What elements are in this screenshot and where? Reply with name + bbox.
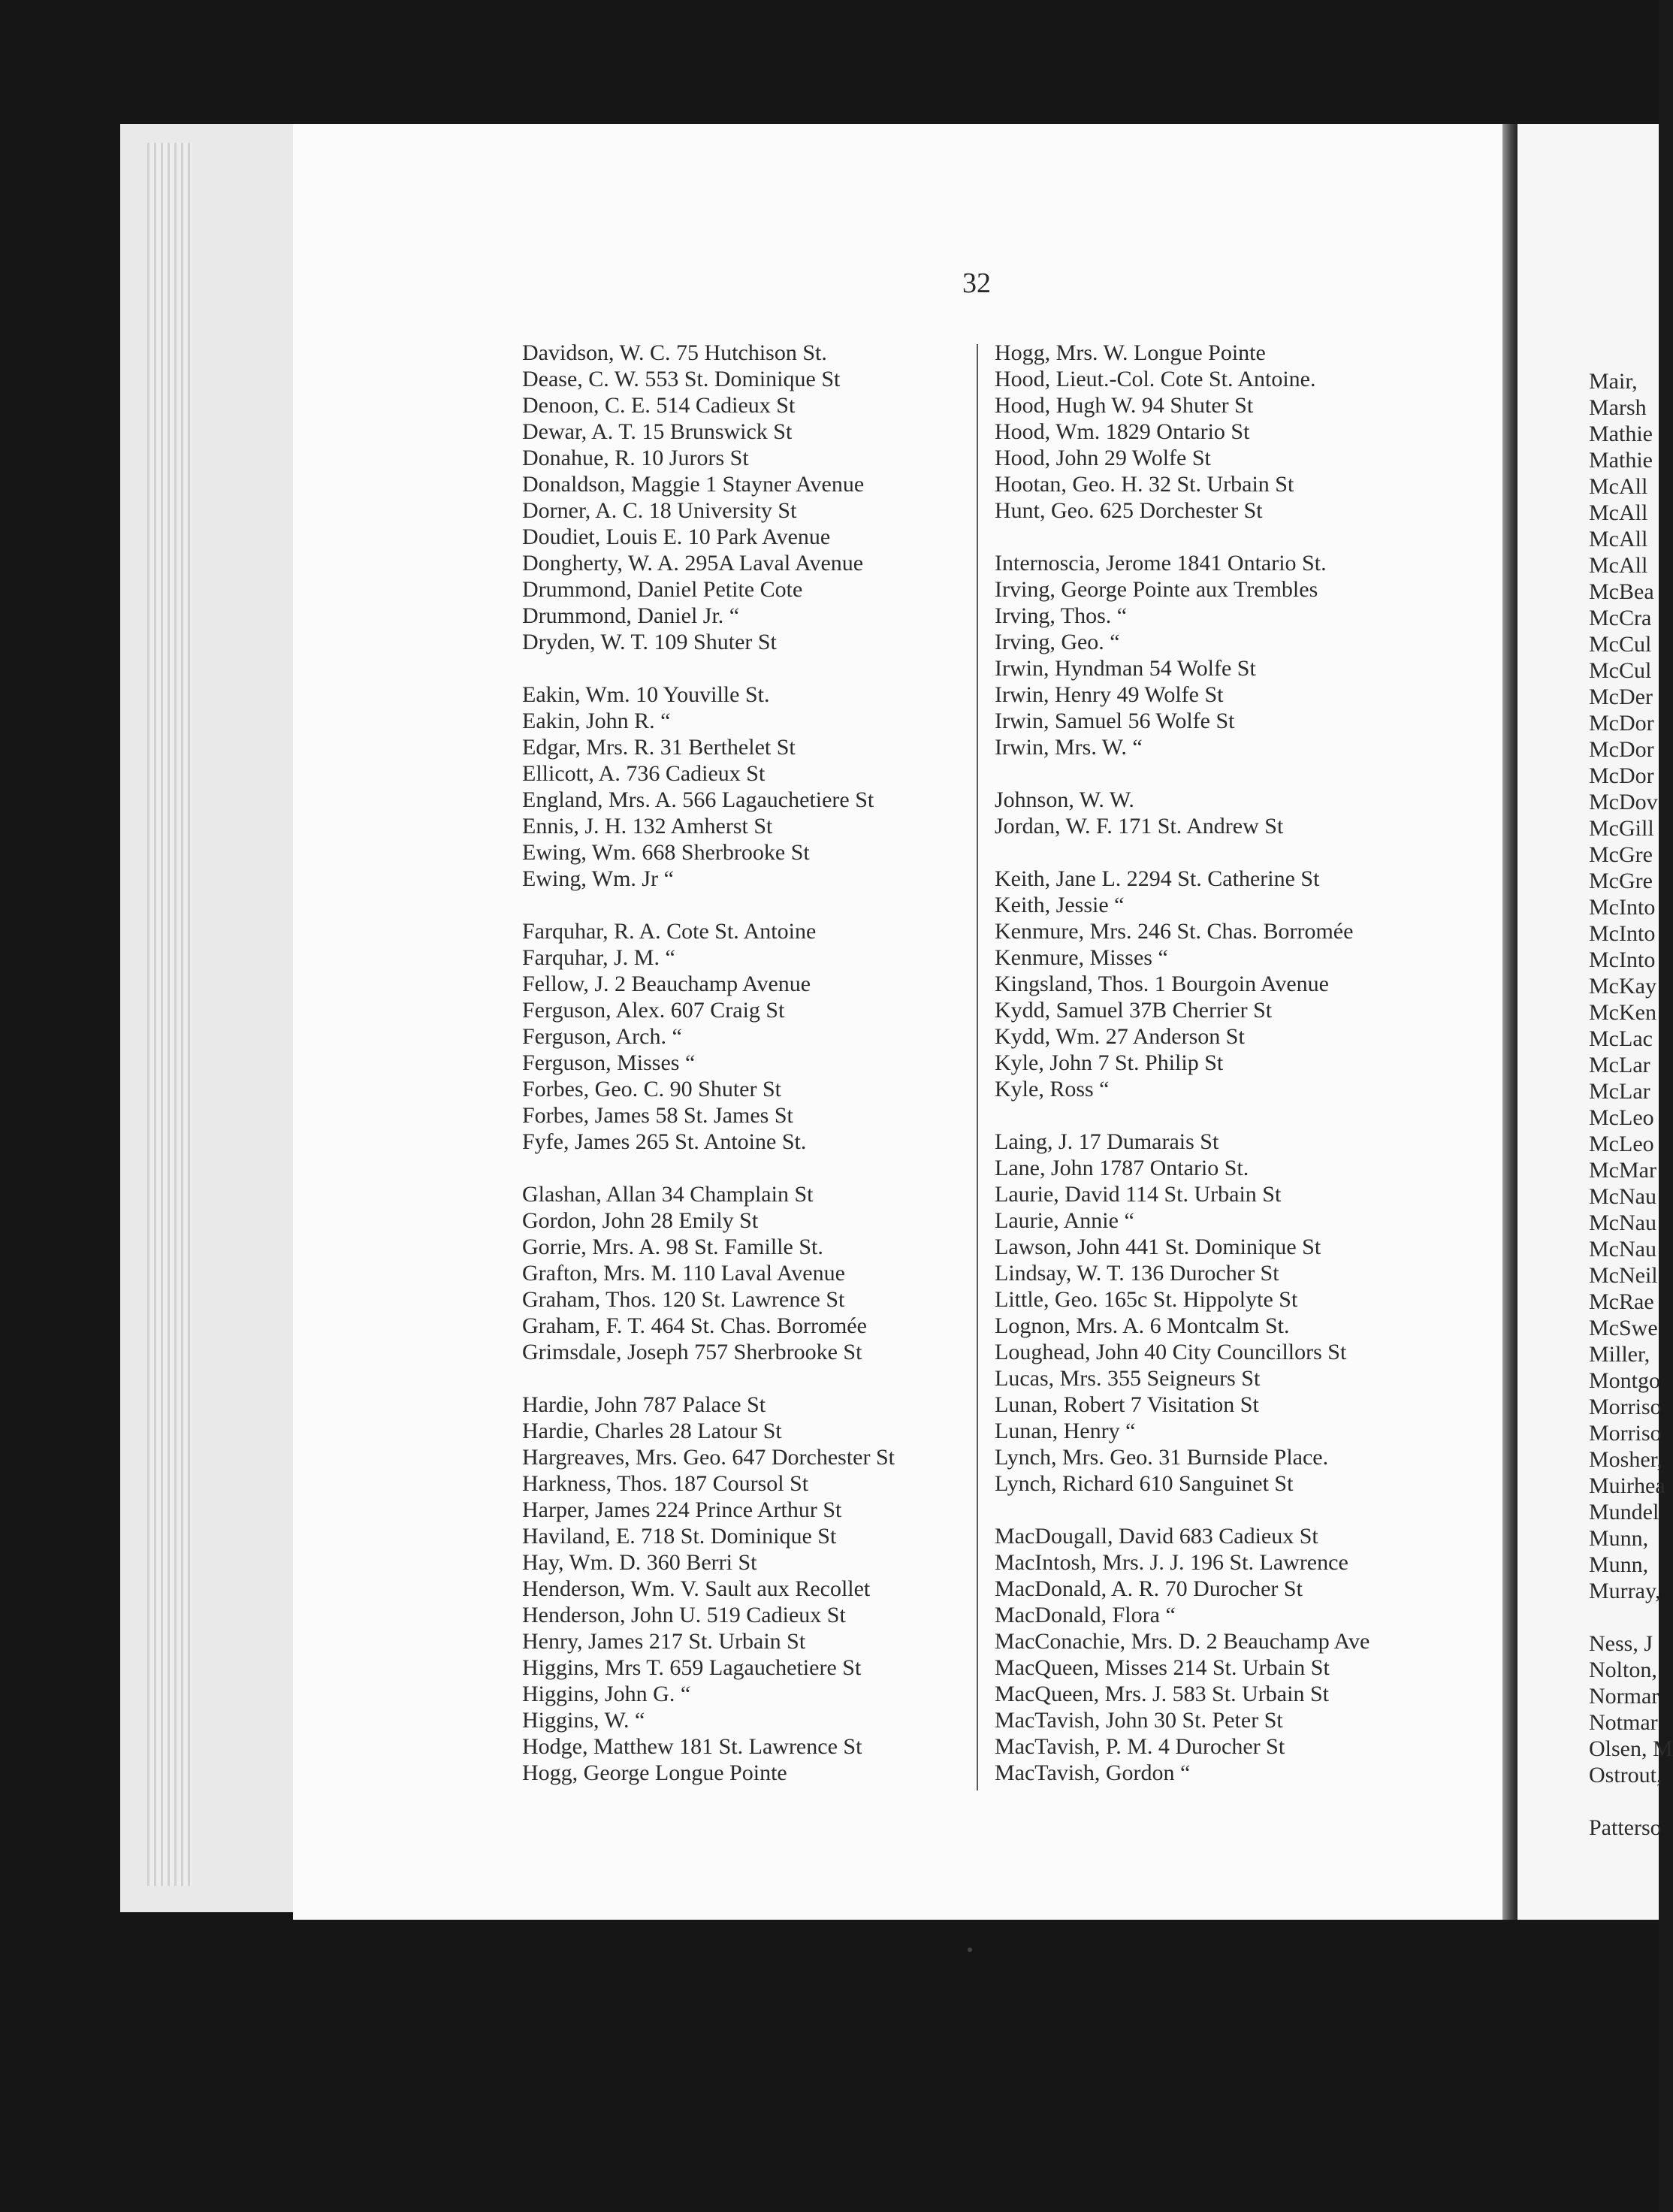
- directory-entry: Forbes, James 58 St. James St: [522, 1103, 793, 1128]
- directory-entry: Donahue, R. 10 Jurors St: [522, 446, 749, 470]
- directory-entry: Fyfe, James 265 St. Antoine St.: [522, 1129, 807, 1154]
- directory-entry: Hodge, Matthew 181 St. Lawrence St: [522, 1734, 862, 1759]
- directory-entry: Graham, F. T. 464 St. Chas. Borromée: [522, 1313, 867, 1338]
- directory-entry: Edgar, Mrs. R. 31 Berthelet St: [522, 735, 796, 760]
- directory-entry: Johnson, W. W.: [995, 787, 1134, 812]
- directory-entry: Hardie, John 787 Palace St: [522, 1392, 766, 1417]
- directory-entry: MacTavish, John 30 St. Peter St: [995, 1708, 1283, 1733]
- directory-entry: Laurie, Annie “: [995, 1208, 1134, 1233]
- directory-entry: Kydd, Samuel 37B Cherrier St: [995, 998, 1273, 1023]
- directory-entry: MacTavish, Gordon “: [995, 1760, 1191, 1785]
- directory-entry: McKen: [1589, 1000, 1656, 1025]
- directory-entry: Hogg, George Longue Pointe: [522, 1760, 787, 1785]
- directory-entry: Miller,: [1589, 1342, 1650, 1367]
- directory-entry: Hogg, Mrs. W. Longue Pointe: [995, 340, 1266, 365]
- directory-entry: Farquhar, R. A. Cote St. Antoine: [522, 919, 817, 944]
- directory-entry: MacTavish, P. M. 4 Durocher St: [995, 1734, 1285, 1759]
- directory-entry: MacQueen, Mrs. J. 583 St. Urbain St: [995, 1682, 1329, 1706]
- directory-entry: Murray,: [1589, 1579, 1661, 1603]
- directory-entry: Munn,: [1589, 1552, 1649, 1577]
- book-gutter: [1502, 124, 1517, 1920]
- directory-entry: England, Mrs. A. 566 Lagauchetiere St: [522, 787, 874, 812]
- directory-entry: McInto: [1589, 947, 1656, 972]
- directory-entry: Haviland, E. 718 St. Dominique St: [522, 1524, 837, 1549]
- directory-entry: Henry, James 217 St. Urbain St: [522, 1629, 806, 1654]
- directory-entry: McCul: [1589, 658, 1652, 683]
- directory-entry: Henderson, Wm. V. Sault aux Recollet: [522, 1576, 871, 1601]
- directory-entry: Drummond, Daniel Petite Cote: [522, 577, 803, 602]
- page-number: 32: [962, 267, 991, 299]
- directory-entry: McDor: [1589, 763, 1654, 788]
- directory-entry: Laing, J. 17 Dumarais St: [995, 1129, 1219, 1154]
- directory-entry: McAll: [1589, 500, 1648, 525]
- directory-entry: Loughead, John 40 City Councillors St: [995, 1340, 1347, 1364]
- directory-entry: Eakin, Wm. 10 Youville St.: [522, 682, 770, 707]
- directory-entry: MacIntosh, Mrs. J. J. 196 St. Lawrence: [995, 1550, 1348, 1575]
- directory-entry: Harkness, Thos. 187 Coursol St: [522, 1471, 809, 1496]
- directory-entry: McCra: [1589, 606, 1652, 630]
- directory-entry: McNau: [1589, 1210, 1656, 1235]
- directory-entry: Dorner, A. C. 18 University St: [522, 498, 797, 523]
- directory-column-1: [522, 340, 895, 1786]
- directory-entry: Harper, James 224 Prince Arthur St: [522, 1497, 842, 1522]
- directory-entry: MacDougall, David 683 Cadieux St: [995, 1524, 1318, 1549]
- directory-entry: Henderson, John U. 519 Cadieux St: [522, 1603, 846, 1627]
- directory-entry: Keith, Jessie “: [995, 893, 1125, 917]
- directory-entry: Hood, Wm. 1829 Ontario St: [995, 419, 1250, 444]
- directory-entry: Dryden, W. T. 109 Shuter St: [522, 630, 777, 654]
- directory-entry: Keith, Jane L. 2294 St. Catherine St: [995, 866, 1320, 891]
- directory-entry: Laurie, David 114 St. Urbain St: [995, 1182, 1282, 1207]
- directory-entry: Hargreaves, Mrs. Geo. 647 Dorchester St: [522, 1445, 895, 1470]
- directory-entry: Montgo: [1589, 1368, 1661, 1393]
- directory-entry: Mair,: [1589, 369, 1638, 394]
- directory-entry: McBea: [1589, 579, 1654, 604]
- directory-entry: Lynch, Richard 610 Sanguinet St: [995, 1471, 1294, 1496]
- directory-entry: Mathie: [1589, 448, 1653, 473]
- directory-column-2: [995, 340, 1370, 1786]
- directory-entry: McInto: [1589, 921, 1656, 946]
- directory-entry: Ness, J: [1589, 1631, 1653, 1656]
- directory-entry: Marsh: [1589, 395, 1647, 420]
- directory-entry: Glashan, Allan 34 Champlain St: [522, 1182, 814, 1207]
- directory-entry: Kyle, John 7 St. Philip St: [995, 1050, 1224, 1075]
- directory-entry: Jordan, W. F. 171 St. Andrew St: [995, 814, 1284, 839]
- directory-entry: Ferguson, Misses “: [522, 1050, 696, 1075]
- directory-entry: MacDonald, Flora “: [995, 1603, 1176, 1627]
- directory-entry: Mosher,: [1589, 1447, 1662, 1472]
- directory-entry: Kyle, Ross “: [995, 1077, 1110, 1101]
- directory-entry: Mathie: [1589, 422, 1653, 446]
- directory-entry: Irwin, Samuel 56 Wolfe St: [995, 709, 1235, 733]
- directory-entry: Mundel: [1589, 1500, 1659, 1525]
- directory-entry: Hood, Lieut.-Col. Cote St. Antoine.: [995, 367, 1316, 391]
- directory-entry: Dease, C. W. 553 St. Dominique St: [522, 367, 841, 391]
- directory-entry: Eakin, John R. “: [522, 709, 671, 733]
- directory-entry: Kingsland, Thos. 1 Bourgoin Avenue: [995, 972, 1329, 996]
- directory-entry: McAll: [1589, 527, 1648, 551]
- directory-entry: Graham, Thos. 120 St. Lawrence St: [522, 1287, 845, 1312]
- directory-entry: Irving, Geo. “: [995, 630, 1120, 654]
- directory-entry: Ferguson, Alex. 607 Craig St: [522, 998, 785, 1023]
- directory-entry: Hardie, Charles 28 Latour St: [522, 1419, 782, 1443]
- directory-entry: Hootan, Geo. H. 32 St. Urbain St: [995, 472, 1294, 497]
- directory-entry: McDer: [1589, 684, 1653, 709]
- directory-entry: Drummond, Daniel Jr. “: [522, 603, 740, 628]
- directory-entry: Normar: [1589, 1684, 1659, 1709]
- directory-entry: McLac: [1589, 1026, 1653, 1051]
- directory-entry: Little, Geo. 165c St. Hippolyte St: [995, 1287, 1298, 1312]
- entry-gap: [522, 1365, 895, 1392]
- directory-entry: McDor: [1589, 711, 1654, 736]
- directory-entry: McDor: [1589, 737, 1654, 762]
- directory-entry: McGre: [1589, 869, 1653, 893]
- directory-entry: McLar: [1589, 1079, 1650, 1104]
- directory-entry: Ewing, Wm. 668 Sherbrooke St: [522, 840, 810, 865]
- directory-entry: McGill: [1589, 816, 1654, 841]
- directory-entry: Lane, John 1787 Ontario St.: [995, 1156, 1249, 1180]
- directory-entry: Irwin, Mrs. W. “: [995, 735, 1143, 760]
- entry-gap: [522, 892, 895, 918]
- directory-entry: McLeo: [1589, 1132, 1654, 1156]
- directory-entry: Denoon, C. E. 514 Cadieux St: [522, 393, 796, 418]
- directory-entry: Lunan, Henry “: [995, 1419, 1136, 1443]
- directory-entry: McGre: [1589, 842, 1653, 867]
- directory-entry: Grimsdale, Joseph 757 Sherbrooke St: [522, 1340, 862, 1364]
- directory-entry: Olsen, M: [1589, 1736, 1673, 1761]
- directory-entry: Ferguson, Arch. “: [522, 1024, 682, 1049]
- directory-entry: Irwin, Hyndman 54 Wolfe St: [995, 656, 1256, 681]
- directory-entry: Higgins, W. “: [522, 1708, 645, 1733]
- entry-gap: [522, 655, 895, 681]
- entry-gap: [995, 1102, 1370, 1129]
- directory-entry: Fellow, J. 2 Beauchamp Avenue: [522, 972, 811, 996]
- directory-entry: Gorrie, Mrs. A. 98 St. Famille St.: [522, 1234, 823, 1259]
- entry-gap: [995, 839, 1370, 866]
- directory-entry: Munn,: [1589, 1526, 1649, 1551]
- directory-entry: Ennis, J. H. 132 Amherst St: [522, 814, 773, 839]
- directory-entry: Irving, Thos. “: [995, 603, 1128, 628]
- directory-entry: McDov: [1589, 790, 1658, 814]
- entry-gap: [995, 524, 1370, 550]
- directory-entry: Lynch, Mrs. Geo. 31 Burnside Place.: [995, 1445, 1329, 1470]
- directory-entry: Doudiet, Louis E. 10 Park Avenue: [522, 524, 831, 549]
- directory-entry: Morriso: [1589, 1421, 1662, 1446]
- entry-gap: [522, 1155, 895, 1181]
- directory-entry: Nolton,: [1589, 1657, 1657, 1682]
- directory-entry: Lawson, John 441 St. Dominique St: [995, 1234, 1321, 1259]
- directory-entry: McCul: [1589, 632, 1652, 657]
- directory-entry: Muirhea: [1589, 1473, 1665, 1498]
- directory-entry: Higgins, John G. “: [522, 1682, 691, 1706]
- directory-entry: Ostrout,: [1589, 1763, 1662, 1787]
- directory-entry: Irving, George Pointe aux Trembles: [995, 577, 1318, 602]
- page-edges: [147, 143, 192, 1886]
- directory-entry: Dongherty, W. A. 295A Laval Avenue: [522, 551, 864, 576]
- entry-gap: [995, 760, 1370, 787]
- directory-entry: Donaldson, Maggie 1 Stayner Avenue: [522, 472, 865, 497]
- column-divider: [977, 344, 978, 1790]
- directory-entry: Irwin, Henry 49 Wolfe St: [995, 682, 1224, 707]
- directory-entry: Lindsay, W. T. 136 Durocher St: [995, 1261, 1279, 1286]
- directory-entry: McAll: [1589, 553, 1648, 578]
- entry-gap: [995, 1497, 1370, 1523]
- directory-entry: McRae: [1589, 1289, 1654, 1314]
- directory-entry: Ellicott, A. 736 Cadieux St: [522, 761, 766, 786]
- directory-entry: McInto: [1589, 895, 1656, 920]
- directory-entry: Morriso: [1589, 1395, 1662, 1419]
- directory-entry: Hay, Wm. D. 360 Berri St: [522, 1550, 757, 1575]
- directory-entry: Lunan, Robert 7 Visitation St: [995, 1392, 1259, 1417]
- directory-entry: McNeil: [1589, 1263, 1658, 1288]
- entry-gap: [1589, 1604, 1673, 1630]
- directory-entry: McSwe: [1589, 1316, 1658, 1340]
- directory-entry: Davidson, W. C. 75 Hutchison St.: [522, 340, 827, 365]
- scan-speck: [968, 1948, 972, 1952]
- directory-entry: Gordon, John 28 Emily St: [522, 1208, 759, 1233]
- directory-entry: McNau: [1589, 1184, 1656, 1209]
- directory-entry: McMar: [1589, 1158, 1656, 1183]
- directory-entry: MacQueen, Misses 214 St. Urbain St: [995, 1655, 1330, 1680]
- directory-entry: McLeo: [1589, 1105, 1654, 1130]
- directory-entry: Kenmure, Misses “: [995, 945, 1168, 970]
- directory-entry: Notmar: [1589, 1710, 1658, 1735]
- directory-entry: Lognon, Mrs. A. 6 Montcalm St.: [995, 1313, 1290, 1338]
- directory-entry: Hood, Hugh W. 94 Shuter St: [995, 393, 1254, 418]
- directory-entry: Kenmure, Mrs. 246 St. Chas. Borromée: [995, 919, 1354, 944]
- directory-entry: Ewing, Wm. Jr “: [522, 866, 674, 891]
- directory-entry: Patterso: [1589, 1815, 1662, 1840]
- directory-entry: MacConachie, Mrs. D. 2 Beauchamp Ave: [995, 1629, 1370, 1654]
- directory-entry: Hunt, Geo. 625 Dorchester St: [995, 498, 1263, 523]
- directory-entry: Farquhar, J. M. “: [522, 945, 675, 970]
- directory-entry: Hood, John 29 Wolfe St: [995, 446, 1211, 470]
- directory-column-3-partial: [1589, 368, 1673, 1841]
- directory-entry: Grafton, Mrs. M. 110 Laval Avenue: [522, 1261, 845, 1286]
- directory-entry: Kydd, Wm. 27 Anderson St: [995, 1024, 1245, 1049]
- directory-entry: McAll: [1589, 474, 1648, 499]
- directory-entry: McNau: [1589, 1237, 1656, 1262]
- directory-entry: MacDonald, A. R. 70 Durocher St: [995, 1576, 1303, 1601]
- directory-entry: Dewar, A. T. 15 Brunswick St: [522, 419, 793, 444]
- entry-gap: [1589, 1788, 1673, 1815]
- directory-entry: Higgins, Mrs T. 659 Lagauchetiere St: [522, 1655, 862, 1680]
- directory-entry: McKay: [1589, 974, 1656, 999]
- directory-entry: Internoscia, Jerome 1841 Ontario St.: [995, 551, 1327, 576]
- directory-entry: McLar: [1589, 1053, 1650, 1077]
- directory-entry: Lucas, Mrs. 355 Seigneurs St: [995, 1366, 1261, 1391]
- directory-entry: Forbes, Geo. C. 90 Shuter St: [522, 1077, 781, 1101]
